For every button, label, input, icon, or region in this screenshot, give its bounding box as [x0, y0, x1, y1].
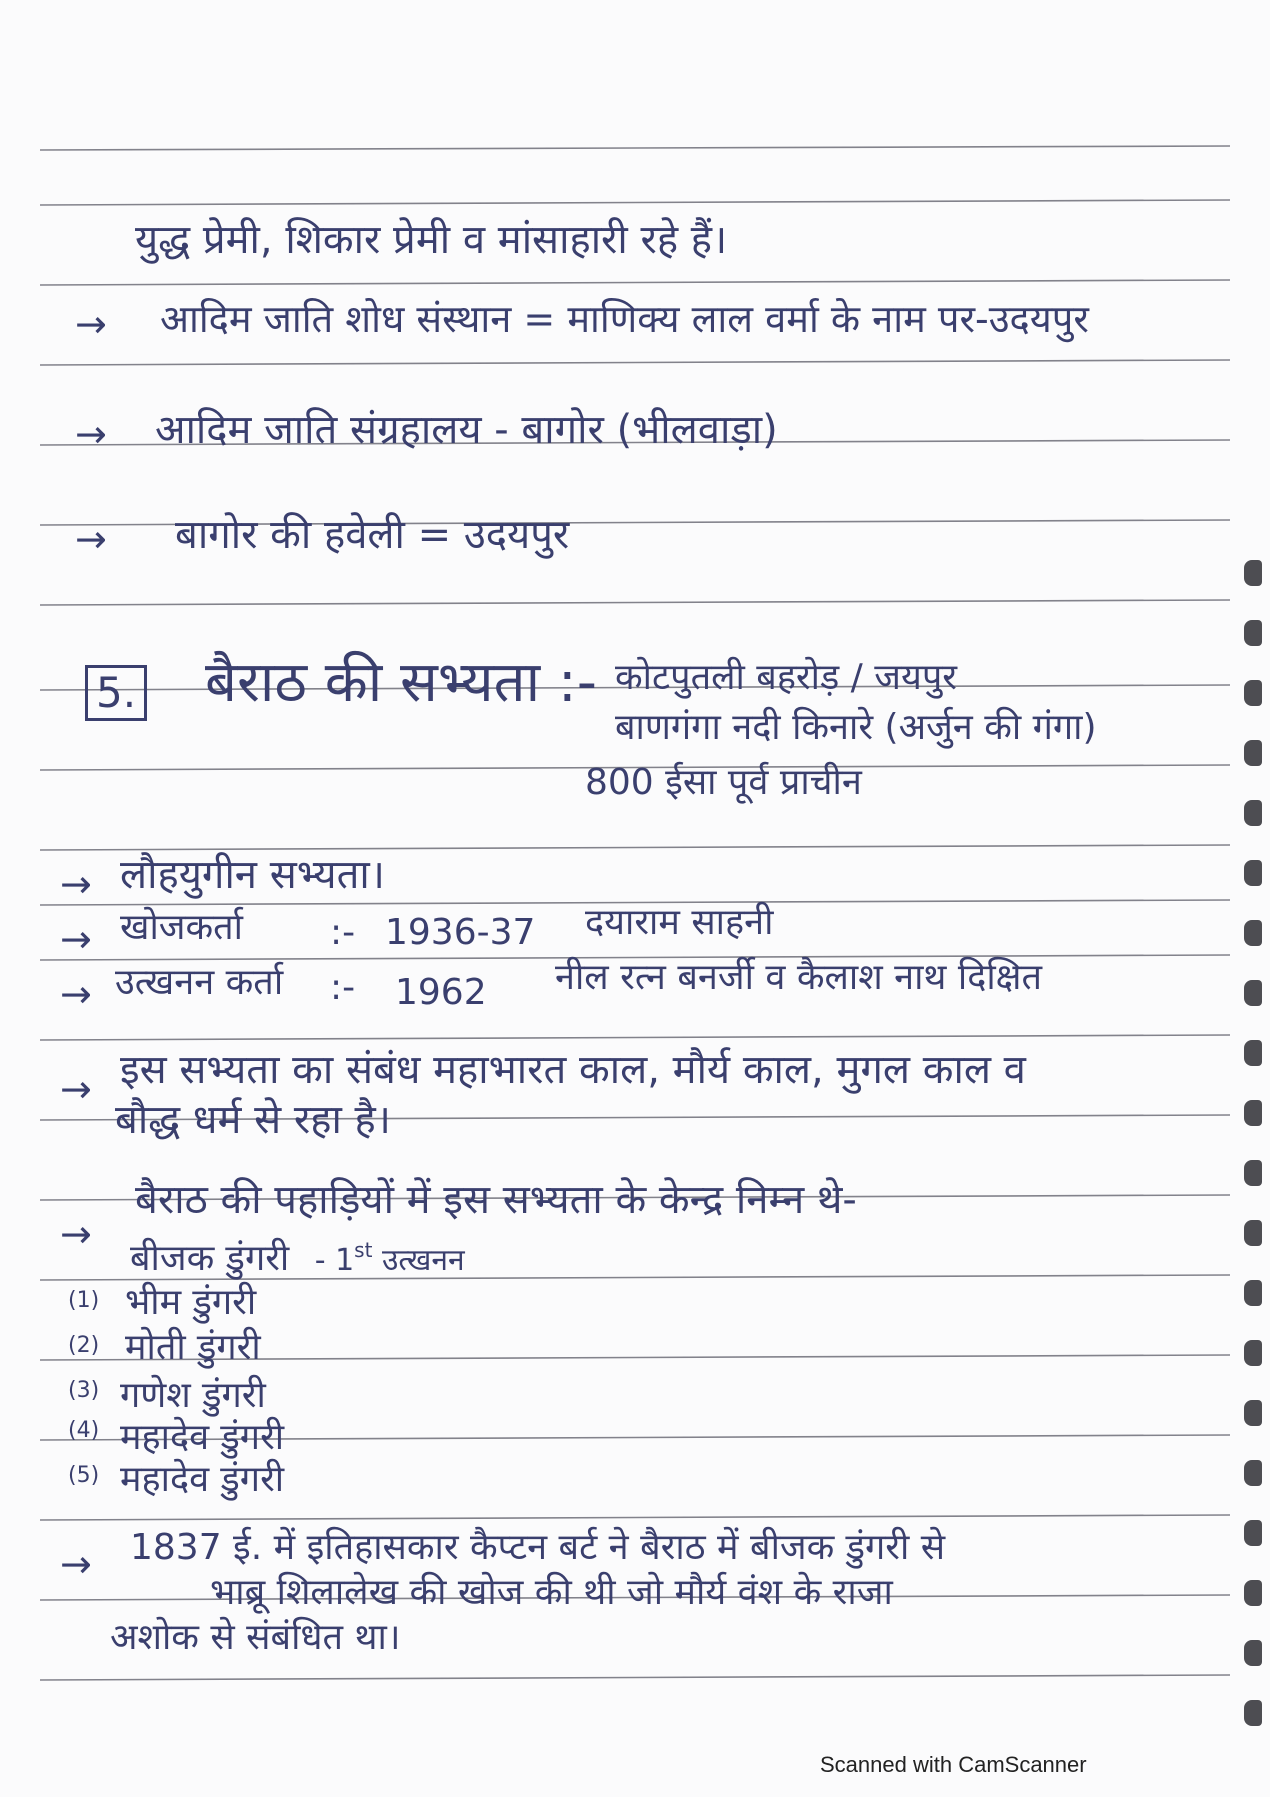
- spiral-ring: [1244, 1700, 1262, 1726]
- line-4: बागोर की हवेली = उदयपुर: [175, 512, 570, 558]
- fact-3-value: नील रत्न बनर्जी व कैलाश नाथ दिक्षित: [555, 957, 1042, 998]
- scanner-watermark: Scanned with CamScanner: [820, 1752, 1087, 1777]
- fact-3-separator: :-: [330, 967, 356, 1008]
- spiral-ring: [1244, 1460, 1262, 1486]
- arrow-icon: →: [75, 412, 107, 456]
- spiral-ring: [1244, 920, 1262, 946]
- spiral-ring: [1244, 800, 1262, 826]
- fact-2-value: दयाराम साहनी: [585, 902, 774, 943]
- spiral-ring: [1244, 740, 1262, 766]
- fact-4b: बौद्ध धर्म से रहा है।: [115, 1097, 391, 1143]
- arrow-icon: →: [60, 972, 92, 1016]
- fact-3-year: 1962: [395, 972, 487, 1013]
- line-3: आदिम जाति संग्रहालय - बागोर (भीलवाड़ा): [155, 407, 778, 453]
- arrow-icon: →: [60, 1067, 92, 1111]
- arrow-icon: →: [60, 1542, 92, 1586]
- spiral-ring: [1244, 980, 1262, 1006]
- line-2: आदिम जाति शोध संस्थान = माणिक्य लाल वर्मा के नाम पर-उदयपुर: [160, 297, 1089, 341]
- spiral-ring: [1244, 1280, 1262, 1306]
- hill-number: (4): [68, 1418, 100, 1443]
- spiral-ring: [1244, 560, 1262, 586]
- section-location-2: बाणगंगा नदी किनारे (अर्जुन की गंगा): [615, 707, 1097, 748]
- last-line-3: अशोक से संबंधित था।: [110, 1617, 401, 1658]
- arrow-icon: →: [60, 1212, 92, 1256]
- hill-name: महादेव डुंगरी: [120, 1459, 285, 1500]
- hill-name: मोती डुंगरी: [125, 1327, 261, 1368]
- fact-3-label: उत्खनन कर्ता: [115, 962, 284, 1003]
- hill-name: बीजक डुंगरी: [130, 1238, 290, 1279]
- fact-4a: इस सभ्यता का संबंध महाभारत काल, मौर्य काल, मुगल काल व: [120, 1047, 1026, 1093]
- last-line-1: 1837 ई. में इतिहासकार कैप्टन बर्ट ने बैराठ में बीजक डुंगरी से: [130, 1527, 946, 1568]
- fact-2-label: खोजकर्ता: [120, 907, 243, 948]
- arrow-icon: →: [75, 517, 107, 561]
- spiral-ring: [1244, 1340, 1262, 1366]
- spiral-ring: [1244, 1100, 1262, 1126]
- spiral-ring: [1244, 1520, 1262, 1546]
- hill-name: भीम डुंगरी: [125, 1282, 257, 1323]
- line-1: युद्ध प्रेमी, शिकार प्रेमी व मांसाहारी रहे हैं।: [135, 217, 728, 263]
- fact-1: लौहयुगीन सभ्यता।: [120, 852, 385, 898]
- spiral-ring: [1244, 1220, 1262, 1246]
- spiral-ring: [1244, 1640, 1262, 1666]
- spiral-ring: [1244, 1400, 1262, 1426]
- hill-name: महादेव डुंगरी: [120, 1417, 285, 1458]
- arrow-icon: →: [60, 917, 92, 961]
- hill-note: - 1: [314, 1243, 355, 1278]
- section-location-1: कोटपुतली बहरोड़ / जयपुर: [615, 657, 958, 698]
- hill-item: [130, 1240, 465, 1277]
- hill-number: (5): [68, 1463, 100, 1488]
- last-line-2: भाब्रू शिलालेख की खोज की थी जो मौर्य वंश के राजा: [210, 1572, 893, 1613]
- hill-note-2: उत्खनन: [372, 1243, 465, 1278]
- hill-name: गणेश डुंगरी: [120, 1375, 266, 1416]
- spiral-ring: [1244, 620, 1262, 646]
- hill-number: (2): [68, 1333, 100, 1358]
- section-location-3: 800 ईसा पूर्व प्राचीन: [585, 762, 862, 803]
- spiral-ring: [1244, 680, 1262, 706]
- arrow-icon: →: [75, 302, 107, 346]
- spiral-ring: [1244, 1160, 1262, 1186]
- section-number: 5.: [85, 665, 147, 721]
- hill-number: (3): [68, 1378, 100, 1403]
- spiral-ring: [1244, 1580, 1262, 1606]
- arrow-icon: →: [60, 862, 92, 906]
- fact-2-separator: :-: [330, 912, 356, 953]
- fact-5: बैराठ की पहाड़ियों में इस सभ्यता के केन्द्र निम्न थे-: [135, 1177, 857, 1223]
- fact-2-year: 1936-37: [385, 912, 536, 953]
- spiral-ring: [1244, 860, 1262, 886]
- spiral-ring: [1244, 1040, 1262, 1066]
- hill-number: (1): [68, 1288, 100, 1313]
- section-title: बैराठ की सभ्यता :-: [205, 650, 597, 715]
- hill-note-sup: st: [354, 1238, 373, 1262]
